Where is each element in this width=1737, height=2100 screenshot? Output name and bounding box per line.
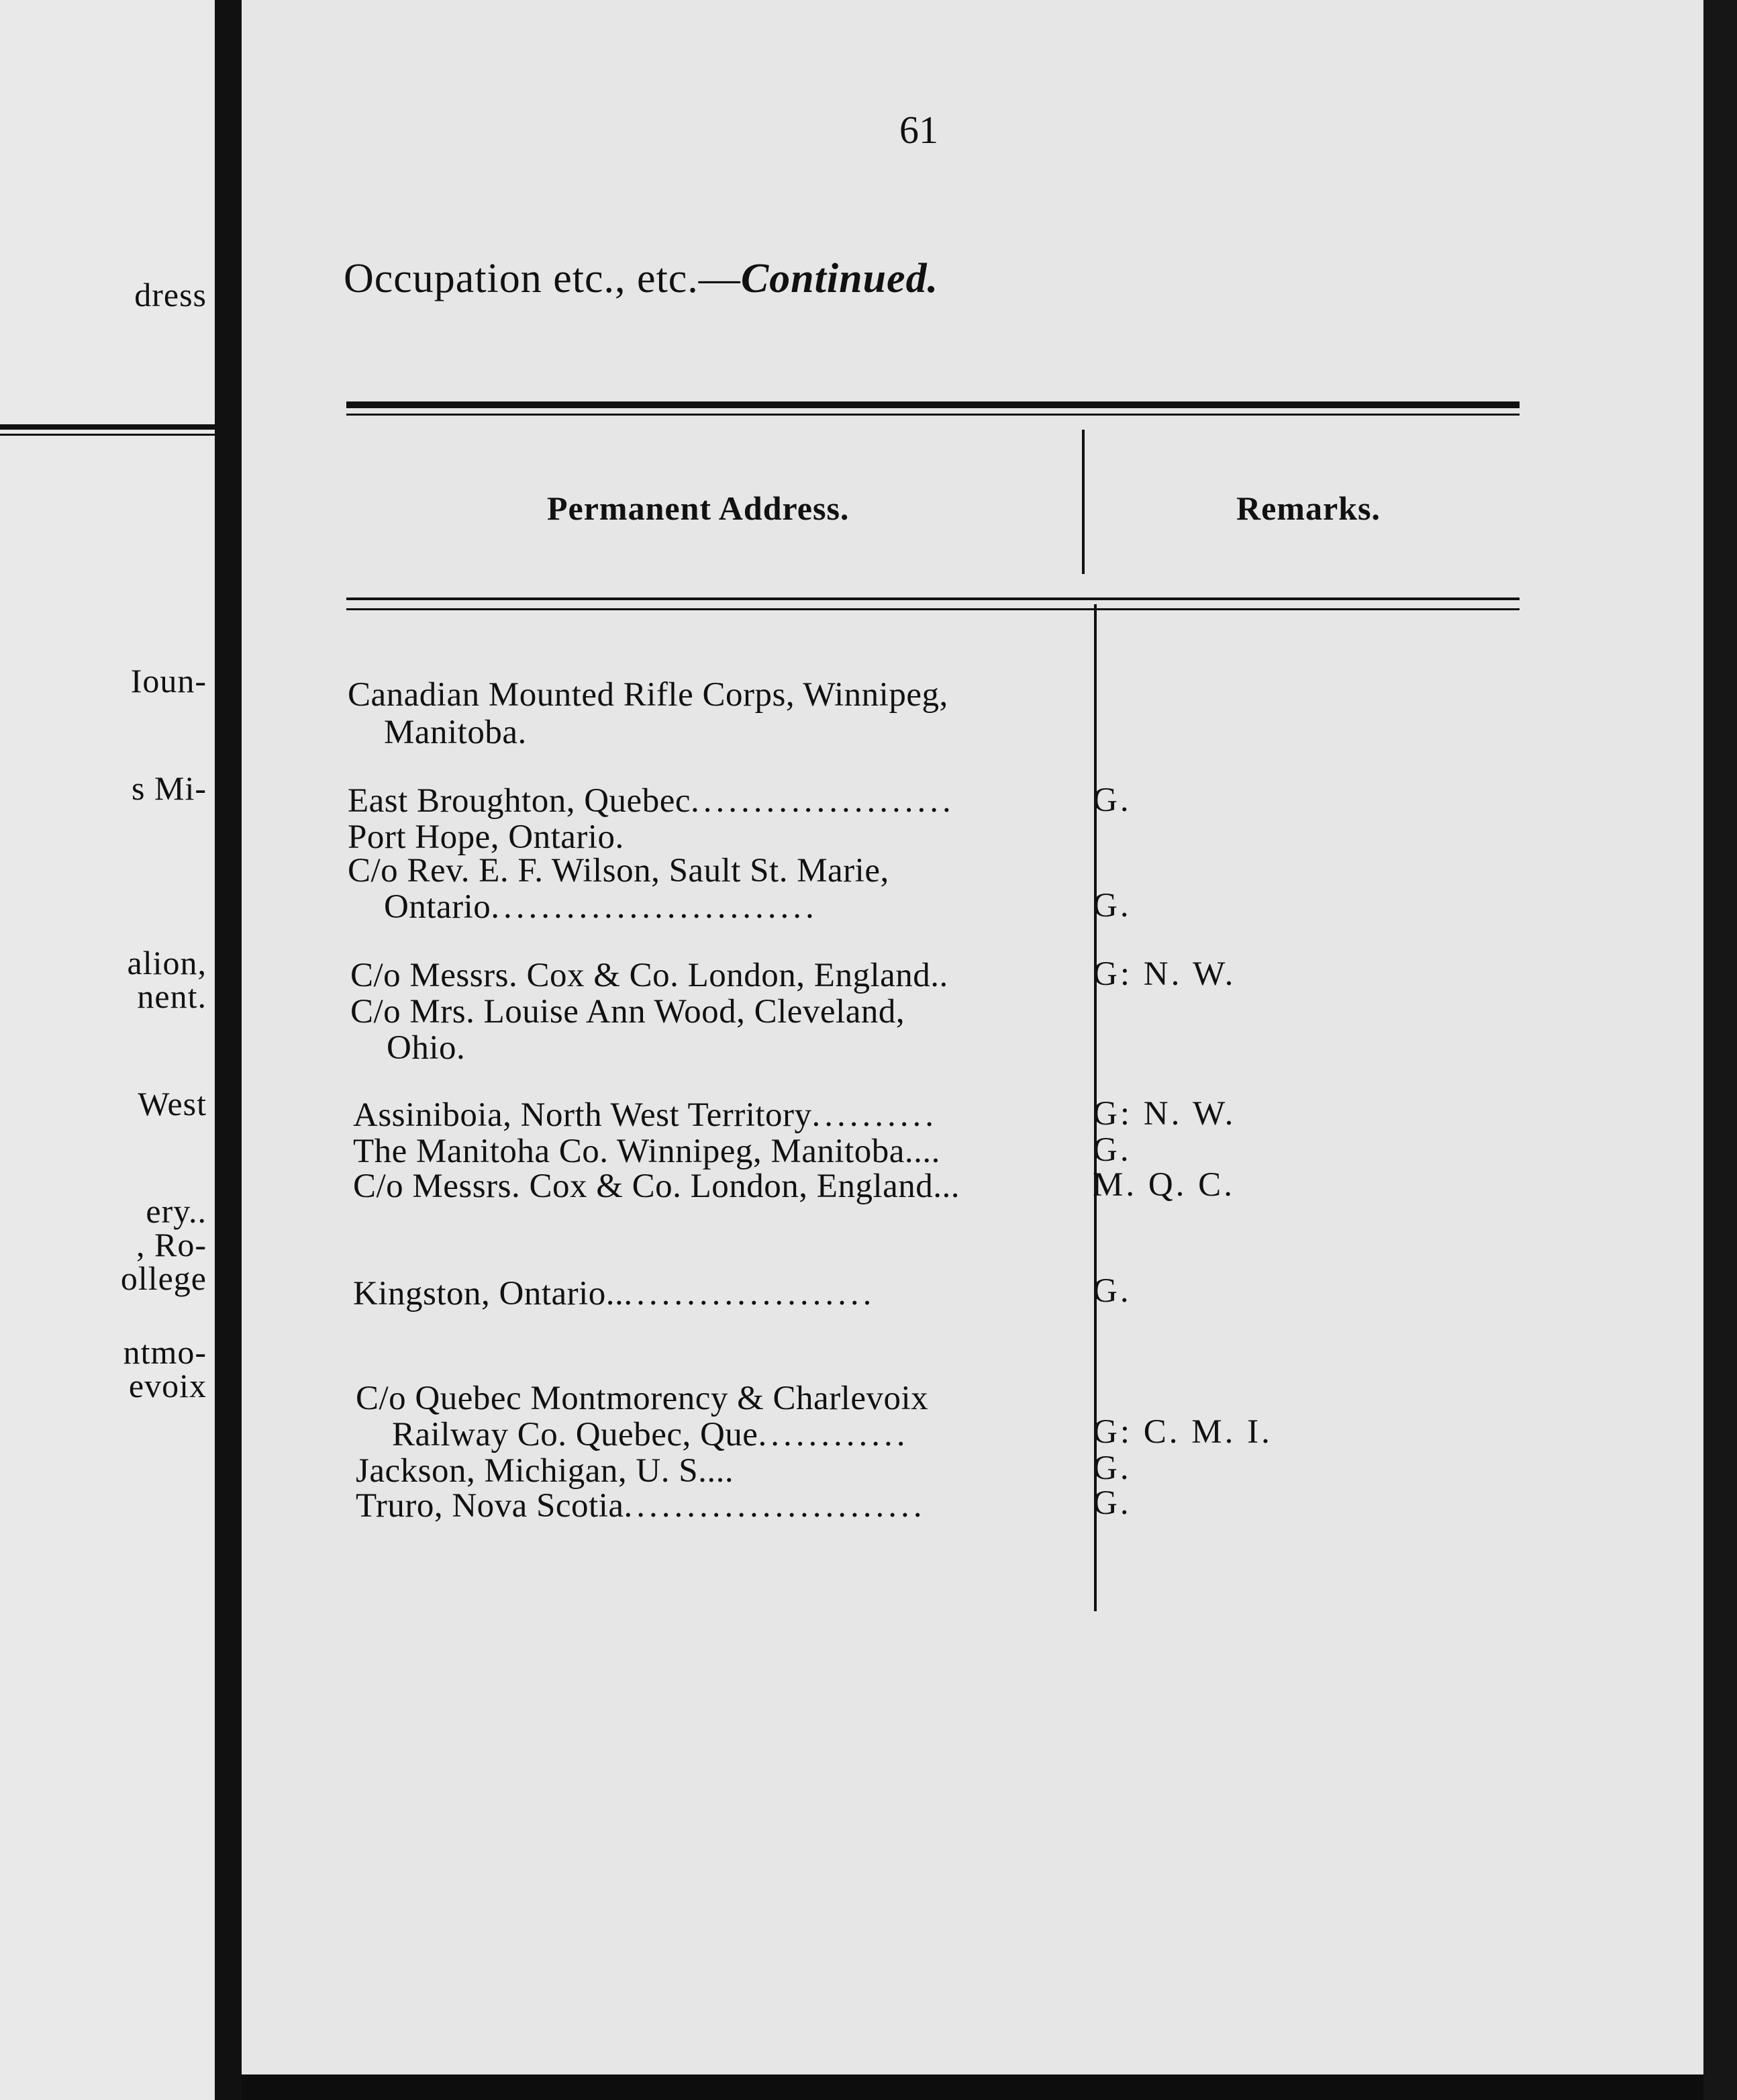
- header-bottom-rule: [346, 598, 1520, 600]
- address-line: Jackson, Michigan, U. S....: [356, 1452, 734, 1490]
- facing-fragment: alion,: [127, 944, 207, 982]
- address-line: C/o Messrs. Cox & Co. London, England..: [350, 957, 948, 994]
- remark: G.: [1093, 1449, 1132, 1487]
- title-text: Occupation etc., etc.—: [344, 256, 741, 301]
- address-line: [348, 784, 955, 818]
- address-line: Manitoba.: [384, 714, 527, 751]
- address-line: The Manitoha Co. Winnipeg, Manitoba....: [353, 1133, 940, 1170]
- header-bottom-rule-thin: [346, 608, 1520, 610]
- remark: G.: [1093, 1484, 1132, 1522]
- remark: G: N. W.: [1093, 955, 1236, 993]
- leader-dots: ............: [758, 1416, 909, 1453]
- remark: G.: [1093, 1272, 1132, 1310]
- leader-dots: .....................: [690, 782, 955, 820]
- facing-fragment: Ioun-: [130, 662, 207, 700]
- facing-fragment: ery..: [146, 1192, 207, 1230]
- address-line: [356, 1489, 926, 1523]
- remark: G.: [1093, 887, 1132, 924]
- leader-dots: ..........: [811, 1096, 938, 1134]
- address-line: [353, 1098, 938, 1133]
- address-line: C/o Rev. E. F. Wilson, Sault St. Marie,: [348, 852, 889, 890]
- facing-fragment: ollege: [120, 1259, 207, 1297]
- address-line: [384, 890, 818, 924]
- address-text: Ontario: [384, 888, 491, 926]
- address-text: Assiniboia, North West Territory: [353, 1096, 812, 1134]
- address-line: Ohio.: [387, 1029, 466, 1067]
- column-header-remarks: Remarks.: [1236, 489, 1381, 527]
- address-text: Railway Co. Quebec, Que: [392, 1416, 758, 1453]
- title-continued: Continued.: [740, 256, 939, 301]
- facing-fragment: ntmo-: [123, 1333, 207, 1371]
- address-line: Port Hope, Ontario.: [348, 818, 624, 856]
- page-number: 61: [899, 108, 938, 152]
- page-title: [344, 255, 938, 303]
- address-line: [353, 1277, 875, 1311]
- leader-dots: ........................: [624, 1487, 926, 1525]
- column-header-address: Permanent Address.: [547, 489, 850, 527]
- column-divider-header: [1082, 430, 1085, 574]
- address-line: C/o Quebec Montmorency & Charlevoix: [356, 1380, 929, 1417]
- remark: G.: [1093, 1131, 1132, 1169]
- address-line: [392, 1418, 909, 1452]
- facing-fragment: s Mi-: [132, 769, 207, 807]
- address-line: Canadian Mounted Rifle Corps, Winnipeg,: [348, 676, 948, 714]
- facing-fragment: West: [138, 1085, 207, 1123]
- leader-dots: ..........................: [491, 888, 818, 926]
- table-top-rule-thin: [346, 414, 1520, 416]
- remark: G.: [1093, 781, 1132, 819]
- address-text: Truro, Nova Scotia: [356, 1487, 624, 1525]
- remark: M. Q. C.: [1093, 1166, 1235, 1204]
- table-top-rule: [346, 401, 1520, 408]
- facing-fragment: , Ro-: [136, 1226, 207, 1263]
- address-text: Kingston, Ontario..: [353, 1275, 624, 1312]
- address-line: C/o Messrs. Cox & Co. London, England...: [353, 1167, 960, 1205]
- remark: G: C. M. I.: [1093, 1413, 1273, 1451]
- facing-fragment: evoix: [128, 1367, 207, 1404]
- page-edge: [1703, 0, 1737, 2100]
- book-spine: [215, 0, 242, 2100]
- address-line: C/o Mrs. Louise Ann Wood, Cleveland,: [350, 993, 905, 1031]
- leader-dots: ....................: [624, 1275, 876, 1312]
- facing-fragment: nent.: [137, 977, 207, 1015]
- facing-rule: [0, 424, 215, 430]
- facing-rule: [0, 434, 215, 436]
- facing-fragment: dress: [134, 276, 207, 314]
- address-text: East Broughton, Quebec: [348, 782, 691, 820]
- facing-page: [0, 0, 215, 2100]
- remark: G: N. W.: [1093, 1095, 1236, 1133]
